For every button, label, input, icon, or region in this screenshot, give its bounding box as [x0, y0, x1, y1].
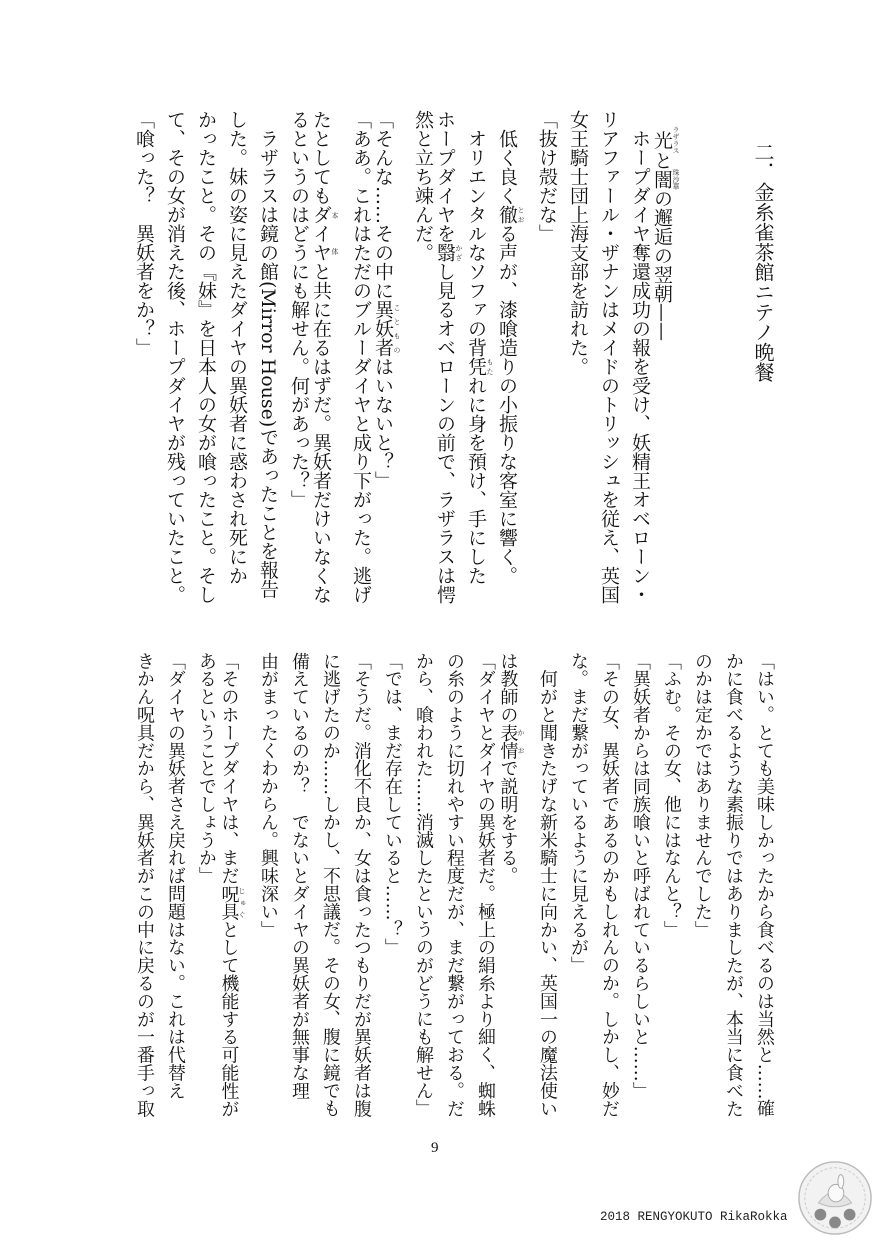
ruby-annotation: 異妖者 こともの — [372, 300, 401, 357]
text-column: 「その女、異妖者であるのかもしれんのか。しかし、妙だ — [599, 652, 620, 1118]
text-column: 何がと聞きたげな新米騎士に向かい、英国一の魔法使い — [537, 652, 558, 1118]
text-column: ホープダイヤ奪還成功の報を受け、妖精王オベローン・ — [629, 110, 651, 604]
text-column: あるということでしょうか」 — [196, 652, 217, 885]
text-column: たとしてもダイヤ 本体と共に在るはずだ。異妖者だけいなくな — [310, 110, 339, 604]
text-column: 「喰った？ 異妖者をか？」 — [133, 110, 155, 357]
text-column: ホープダイヤを翳 かざし見るオベローンの前で、ラザラスは愕 — [434, 110, 463, 604]
text-column: 「では、まだ存在していると……？」 — [382, 652, 403, 957]
text-column: 「ダイヤの異妖者さえ戻れば問題はない。これは代替え — [165, 652, 186, 1100]
rabbit-seal-logo — [797, 1160, 873, 1236]
text-column: 光 ラザラスと闇 珠沙華の邂逅の翌朝—— — [651, 126, 680, 341]
text-column: 由がまったくわからん。興味深い」 — [258, 652, 279, 939]
ruby-annotation: 徹 とお — [496, 205, 525, 224]
text-column: 「ダイヤとダイヤの異妖者だ。極上の絹糸より細く、蜘蛛 — [475, 652, 496, 1118]
text-column: 「はい。とても美味しかったから食べるのは当然と……確 — [754, 652, 775, 1118]
text-column: かったこと。その『妹』を日本人の女が喰ったこと。そし — [195, 110, 217, 604]
text-column: 然と立ち竦んだ。 — [412, 110, 434, 262]
ruby-annotation: 闇 珠沙華 — [651, 169, 680, 190]
text-column: 「そのホープダイヤは、まだ呪具じゅぐとして機能する可能性が — [218, 652, 246, 1118]
text-column: 女王騎士団上海支部を訪れた。 — [567, 110, 589, 376]
text-column: 「ふむ。その女、他にはなんと？」 — [661, 652, 682, 939]
text-column: オリエンタルなソファの背凭 もたれに身を預け、手にした — [465, 110, 494, 585]
text-column: 「抜け殻だな」 — [536, 110, 558, 243]
text-column: 「そんな……その中に異妖者 ことものはいないと？」 — [372, 110, 401, 490]
text-column: 「異妖者からは同族喰いと呼ばれているらしいと……」 — [630, 652, 651, 1100]
chapter-title: 二．金糸雀茶館ニテノ晩餐 — [751, 142, 775, 382]
ruby-annotation: ダイヤ 本体 — [310, 205, 339, 262]
ruby-annotation: 呪具じゅぐ — [218, 884, 246, 921]
text-column: のかは定かではありませんでした」 — [692, 652, 713, 939]
copyright-footer: 2018 RENGYOKUTO RikaRokka — [600, 1210, 788, 1224]
ruby-annotation: 凭 もた — [465, 357, 494, 376]
text-column: の糸のように切れやすい程度だが、まだ繋がっておる。だ — [444, 652, 465, 1118]
text-column: な。まだ繋がっているように見えるが」 — [568, 652, 589, 975]
ruby-annotation: 表情かお — [497, 723, 525, 760]
page-number: 9 — [431, 1140, 439, 1156]
text-column: きかん呪具だから、異妖者がこの中に戻るのが一番手っ取 — [134, 652, 155, 1118]
text-column: て、その女が消えた後、ホープダイヤが残っていたこと。 — [164, 110, 186, 604]
text-column: から、喰われた……消滅したというのがどうにも解せん」 — [413, 652, 434, 1118]
text-column: リアファール・ザナンはメイドのトリッシュを従え、英国 — [598, 110, 620, 604]
text-column: は教師の表情かおで説明をする。 — [497, 652, 525, 885]
text-column: した。妹の姿に見えたダイヤの異妖者に惑わされ死にか — [226, 110, 248, 585]
ruby-annotation: 翳 かざ — [434, 243, 463, 262]
text-column: 備えているのか？ でないとダイヤの異妖者が無事な理 — [289, 652, 310, 1100]
text-column: るというのはどうにも解せん。何があった？」 — [288, 110, 310, 509]
text-column: かに食べるような素振りではありましたが、本当に食べた — [723, 652, 744, 1118]
ruby-annotation: 光 ラザラス — [651, 126, 680, 154]
text-column: 低く良く徹 とおる声が、漆喰造りの小振りな客室に響く。 — [496, 110, 525, 585]
text-column: に逃げたのか……しかし、不思議だ。その女、腹に鏡でも — [320, 652, 341, 1118]
text-column: ラザラスは鏡の館(Mirror House)であったことを報告 — [257, 110, 279, 599]
text-column: 「そうだ。消化不良か、女は食ったつもりだが異妖者は腹 — [351, 652, 372, 1118]
text-column: 「ああ。これはただのブルーダイヤと成り下がった。逃げ — [350, 110, 372, 604]
